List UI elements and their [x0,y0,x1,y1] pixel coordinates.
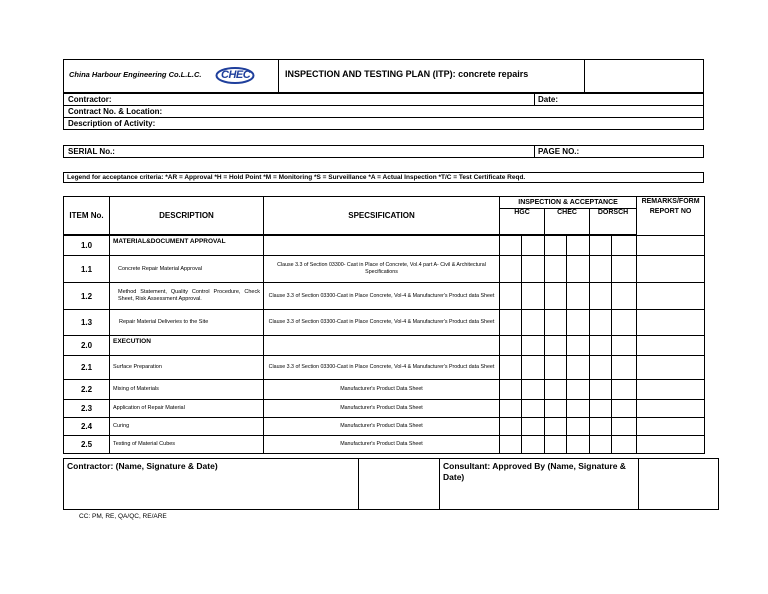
item-no: 2.2 [64,380,110,400]
cc-list: CC: PM, RE, QA/QC, RE/ARE [79,513,167,520]
info-line-1 [63,105,704,106]
item-description: MATERIAL&DOCUMENT APPROVAL [110,236,264,256]
chec-logo [215,67,255,84]
item-specification: Clause 3.3 of Section 03300-Cast in Place Concrete, Vol-4 & Manufacturer's Product data Sheet [264,310,500,336]
item-no: 2.5 [64,436,110,454]
contractor-field[interactable]: Contractor: [68,95,112,104]
col-inspection: INSPECTION & ACCEPTANCE [500,197,637,209]
item-no: 2.4 [64,418,110,436]
item-description: Curing [110,418,264,436]
company-name: China Harbour Engineering Co.L.L.C. [69,70,202,79]
contract-no-field[interactable]: Contract No. & Location: [68,107,163,116]
consultant-signature-field[interactable]: Consultant: Approved By (Name, Signature & Date) [443,461,626,482]
itp-table [63,196,705,454]
col-specification: SPECSIFICATION [264,197,500,235]
col-dorsch: DORSCH [590,209,637,235]
header-divider-2 [584,59,585,93]
description-field[interactable]: Description of Activity: [68,119,156,128]
table-row [64,310,705,336]
item-no: 2.0 [64,336,110,356]
header-divider-1 [278,59,279,93]
table-row [64,380,705,400]
item-specification: Manufacturer's Product Data Sheet [264,418,500,436]
item-no: 1.0 [64,236,110,256]
item-no: 2.1 [64,356,110,380]
serial-divider [534,145,535,158]
item-description: Repair Material Deliveries to the Site [110,310,264,336]
item-specification: Clause 3.3 of Section 03300- Cast in Place of Concrete, Vol.4 part A- Civil & Architectural Specifications [264,256,500,283]
table-row [64,400,705,418]
serial-no-field[interactable]: SERIAL No.: [68,147,115,156]
item-no: 1.3 [64,310,110,336]
page-no-field[interactable]: PAGE NO.: [538,147,580,156]
col-item-no: ITEM No. [64,197,110,235]
signature-divider-1 [358,458,359,510]
item-description: EXECUTION [110,336,264,356]
item-specification: Clause 3.3 of Section 03300-Cast in Place Concrete, Vol-4 & Manufacturer's Product data Sheet [264,283,500,310]
item-specification: Clause 3.3 of Section 03300-Cast in Place Concrete, Vol-4 & Manufacturer's Product data Sheet [264,356,500,380]
table-row [64,436,705,454]
item-description: Application of Repair Material [110,400,264,418]
col-description: DESCRIPTION [110,197,264,235]
item-description: Concrete Repair Material Approval [110,256,264,283]
item-no: 2.3 [64,400,110,418]
serial-box [63,145,704,158]
item-specification: Manufacturer's Product Data Sheet [264,380,500,400]
info-date-divider [534,93,535,105]
table-row [64,236,705,256]
contractor-signature-field[interactable]: Contractor: (Name, Signature & Date) [67,461,218,471]
table-row [64,256,705,283]
col-remarks: REMARKS/FORM REPORT NO [637,197,705,236]
col-hgc: HGC [500,209,545,235]
info-line-2 [63,117,704,118]
table-row [64,418,705,436]
table-row [64,336,705,356]
item-description: Mixing of Materials [110,380,264,400]
item-specification: Manufacturer's Product Data Sheet [264,400,500,418]
item-specification [264,336,500,356]
item-description: Method Statement, Quality Control Procedure, Check Sheet, Risk Assessment Approval. [110,283,264,310]
item-no: 1.2 [64,283,110,310]
item-description: Testing of Material Cubes [110,436,264,454]
table-row [64,356,705,380]
item-specification: Manufacturer's Product Data Sheet [264,436,500,454]
signature-divider-2 [439,458,440,510]
table-row [64,283,705,310]
legend-text: Legend for acceptance criteria: *AR = Approval *H = Hold Point *M = Monitoring *S = Surveillance *A = Actual Inspection *T/C = Test Certificate Reqd. [67,173,526,181]
date-field[interactable]: Date: [538,95,559,104]
document-title: INSPECTION AND TESTING PLAN (ITP): concrete repairs [285,69,529,79]
item-description: Surface Preparation [110,356,264,380]
item-no: 1.1 [64,256,110,283]
col-chec: CHEC [545,209,590,235]
item-specification [264,236,500,256]
signature-divider-3 [638,458,639,510]
logo-text: CHEC [221,69,251,81]
